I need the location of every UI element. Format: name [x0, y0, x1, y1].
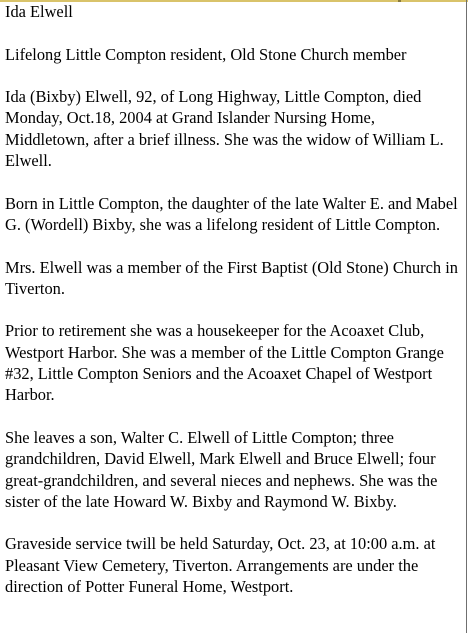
obituary-name: Ida Elwell [5, 2, 73, 21]
obituary-headline: Lifelong Little Compton resident, Old Stone Church member [5, 44, 407, 64]
obituary-document [5, 1, 463, 597]
paragraph-death-notice: Ida (Bixby) Elwell, 92, of Long Highway, Little Compton, died Monday, Oct.18, 2004 at Grand Islander Nursing Home, Middletown, after a brief illness. She was the widow of William L. Elwell. [5, 87, 444, 171]
paragraph-birth: Born in Little Compton, the daughter of the late Walter E. and Mabel G. (Wordell) Bixby, she was a lifelong resident of Little Compton. [5, 193, 458, 234]
right-border-line [466, 0, 467, 633]
paragraph-service: Graveside service twill be held Saturday, Oct. 23, at 10:00 a.m. at Pleasant View Cemetery, Tiverton. Arrangements are under the direction of Potter Funeral Home, Westport. [5, 534, 436, 597]
paragraph-church: Mrs. Elwell was a member of the First Baptist (Old Stone) Church in Tiverton. [5, 257, 458, 298]
paragraph-survivors: She leaves a son, Walter C. Elwell of Little Compton; three grandchildren, David Elwell, Mark Elwell and Bruce Elwell; four great-grandchildren, and several nieces and nephews. She was the sister of the late Howard W. Bixby and Raymond W. Bixby. [5, 427, 438, 511]
paragraph-career: Prior to retirement she was a housekeeper for the Acoaxet Club, Westport Harbor. She was a member of the Little Compton Grange #32, Little Compton Seniors and the Acoaxet Chapel of Westport Harbor. [5, 321, 444, 405]
